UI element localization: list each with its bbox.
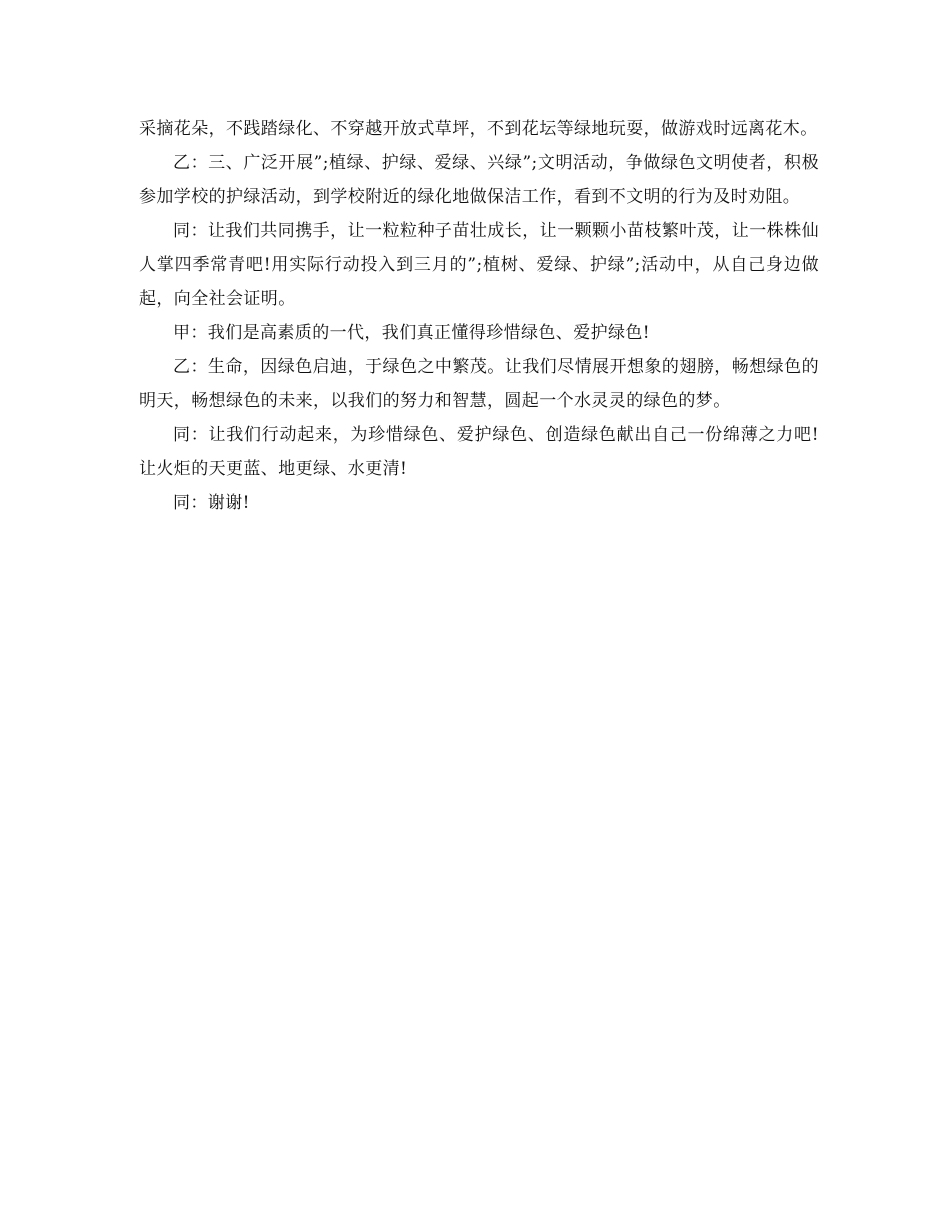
paragraph-2: 乙：三、广泛开展”;植绿、护绿、爱绿、兴绿”;文明活动，争做绿色文明使者，积极参加学校的护绿活动，到学校附近的绿化地做保洁工作，看到不文明的行为及时劝阻。 (139, 153, 819, 207)
paragraph-6: 同：让我们行动起来，为珍惜绿色、爱护绿色、创造绿色献出自己一份绵薄之力吧!让火炬的天更蓝、地更绿、水更清! (139, 425, 819, 479)
paragraph-1: 采摘花朵，不践踏绿化、不穿越开放式草坪，不到花坛等绿地玩耍，做游戏时远离花木。 (139, 119, 818, 139)
paragraph-7: 同：谢谢! (173, 493, 250, 513)
paragraph-3: 同：让我们共同携手，让一粒粒种子苗壮成长，让一颗颗小苗枝繁叶茂，让一株株仙人掌四季常青吧!用实际行动投入到三月的”;植树、爱绿、护绿”;活动中，从自己身边做起，向全社会证明。 (139, 221, 819, 309)
paragraph-4: 甲：我们是高素质的一代，我们真正懂得珍惜绿色、爱护绿色! (173, 323, 651, 343)
paragraph-5: 乙：生命，因绿色启迪，于绿色之中繁茂。让我们尽情展开想象的翅膀，畅想绿色的明天，畅想绿色的未来，以我们的努力和智慧，圆起一个水灵灵的绿色的梦。 (139, 357, 819, 411)
document-body (139, 112, 819, 520)
